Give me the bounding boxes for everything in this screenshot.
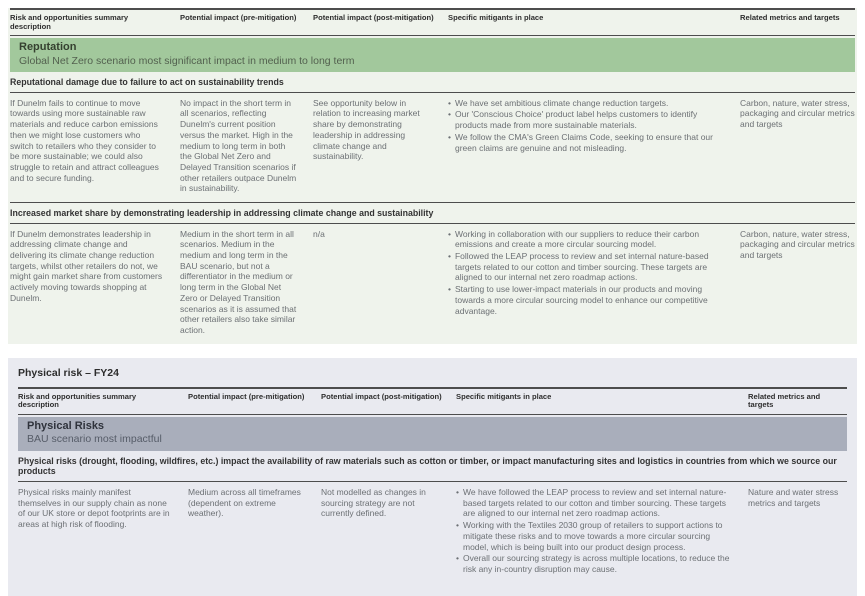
reputation-column-header-row	[10, 8, 855, 36]
mitigant-item: • Starting to use lower-impact materials in our products and moving towards a more circular sourcing model to enhance our competitive advantage.	[448, 284, 726, 316]
physical-column-header-row	[18, 387, 847, 415]
band-title: Reputation	[19, 41, 77, 54]
impact-pre-mitigation: Medium in the short term in all scenarios. Medium in the medium and long term in the BAU scenario, but not a differentiator in the medium or long term in the Global Net Zero or Delayed Transition scenarios as it is assumed that other retailers also take similar action.	[180, 228, 297, 335]
mitigant-item: • We have set ambitious climate change reduction targets.	[448, 98, 726, 109]
mitigants-list	[456, 482, 748, 584]
reputation-section	[8, 8, 857, 344]
column-header-metrics: Related metrics and targets	[740, 13, 840, 22]
band-title: Physical Risks	[27, 420, 105, 433]
section-title: Physical risk – FY24	[18, 366, 119, 379]
mitigant-item: • Our 'Conscious Choice' product label helps customers to identify products made from more sustainable materials.	[448, 109, 726, 130]
column-header-metrics: Related metrics and targets	[748, 391, 821, 410]
risk-description: Physical risks mainly manifest themselves in our supply chain as none of our UK store or depot footprints are in areas at high risk of flooding.	[18, 486, 170, 530]
impact-post-mitigation: Not modelled as changes in sourcing strategy are not currently defined.	[321, 486, 426, 519]
column-header-pre-mitigation: Potential impact (pre-mitigation)	[188, 391, 305, 401]
band-subtitle: Global Net Zero scenario most significant impact in medium to long term	[19, 54, 355, 67]
impact-post-mitigation: n/a	[313, 228, 325, 239]
risk-subheader-reputational-damage: Reputational damage due to failure to act on sustainability trends	[10, 72, 855, 93]
column-header-risk-summary: Risk and opportunities summary description	[10, 13, 129, 31]
impact-pre-mitigation: Medium across all timeframes (dependent on extreme weather).	[188, 486, 301, 519]
risk-description: If Dunelm fails to continue to move towards using more sustainable raw materials and reduce carbon emissions then we might lose customers who switch to retailers who they consider to be more sustainable; we could also struggle to retain and attract colleagues and to secure funding.	[10, 97, 159, 183]
table-row	[18, 482, 847, 584]
mitigant-item: • Working with the Textiles 2030 group of retailers to support actions to mitigate these risks and to move towards a more circular sourcing model, which is being built into our product design process.	[456, 520, 734, 552]
mitigants-list	[448, 93, 740, 202]
physical-risk-section	[8, 358, 857, 596]
mitigant-item: • We follow the CMA's Green Claims Code, seeking to ensure that our green claims are genuine and not misleading.	[448, 132, 726, 153]
mitigants-list	[448, 224, 740, 344]
reputation-scenario-band	[10, 38, 855, 72]
related-metrics: Nature and water stress metrics and targets	[748, 486, 839, 508]
column-header-post-mitigation: Potential impact (post-mitigation)	[321, 391, 442, 401]
mitigant-item: • Followed the LEAP process to review and set internal nature-based targets related to our cotton and timber sourcing. These targets are aligned to our internal net zero roadmap actions.	[448, 251, 726, 283]
physical-scenario-band	[18, 417, 847, 451]
column-header-mitigants: Specific mitigants in place	[456, 391, 552, 401]
impact-pre-mitigation: No impact in the short term in all scenarios, reflecting Dunelm's current position versus the market. High in the medium to long term in both the Global Net Zero and Delayed Transition scenarios if other retailers outpace Dunelm in sustainability.	[180, 97, 297, 194]
table-row	[10, 93, 855, 202]
impact-post-mitigation: See opportunity below in relation to increasing market share by demonstrating leadership in addressing climate change and sustainability.	[313, 97, 420, 162]
column-header-risk-summary: Risk and opportunities summary description	[18, 391, 137, 410]
column-header-mitigants: Specific mitigants in place	[448, 13, 544, 22]
risk-subheader-physical-risks: Physical risks (drought, flooding, wildfires, etc.) impact the availability of raw materials such as cotton or timber, or impact manufacturing sites and logistics in countries from which we source our products	[18, 451, 847, 482]
column-header-pre-mitigation: Potential impact (pre-mitigation)	[180, 13, 297, 22]
mitigant-item: • We have followed the LEAP process to review and set internal nature-based targets related to our cotton and timber sourcing. These targets are aligned to our internal net zero roadmap actions.	[456, 487, 734, 519]
mitigant-item: • Overall our sourcing strategy is across multiple locations, to reduce the risk any in-country disruption may cause.	[456, 553, 734, 574]
column-header-post-mitigation: Potential impact (post-mitigation)	[313, 13, 434, 22]
table-row	[10, 224, 855, 344]
risk-subheader-increased-market-share: Increased market share by demonstrating leadership in addressing climate change and sustainability	[10, 202, 855, 224]
related-metrics: Carbon, nature, water stress, packaging and circular metrics and targets	[740, 228, 855, 261]
band-subtitle: BAU scenario most impactful	[27, 433, 162, 446]
related-metrics: Carbon, nature, water stress, packaging and circular metrics and targets	[740, 97, 855, 130]
risk-description: If Dunelm demonstrates leadership in addressing climate change and delivering its climate change reduction targets, whilst other retailers do not, we might gain market share from customers actively moving towards shopping at Dunelm.	[10, 228, 163, 303]
mitigant-item: • Working in collaboration with our suppliers to reduce their carbon emissions and create a more circular sourcing model.	[448, 229, 726, 250]
